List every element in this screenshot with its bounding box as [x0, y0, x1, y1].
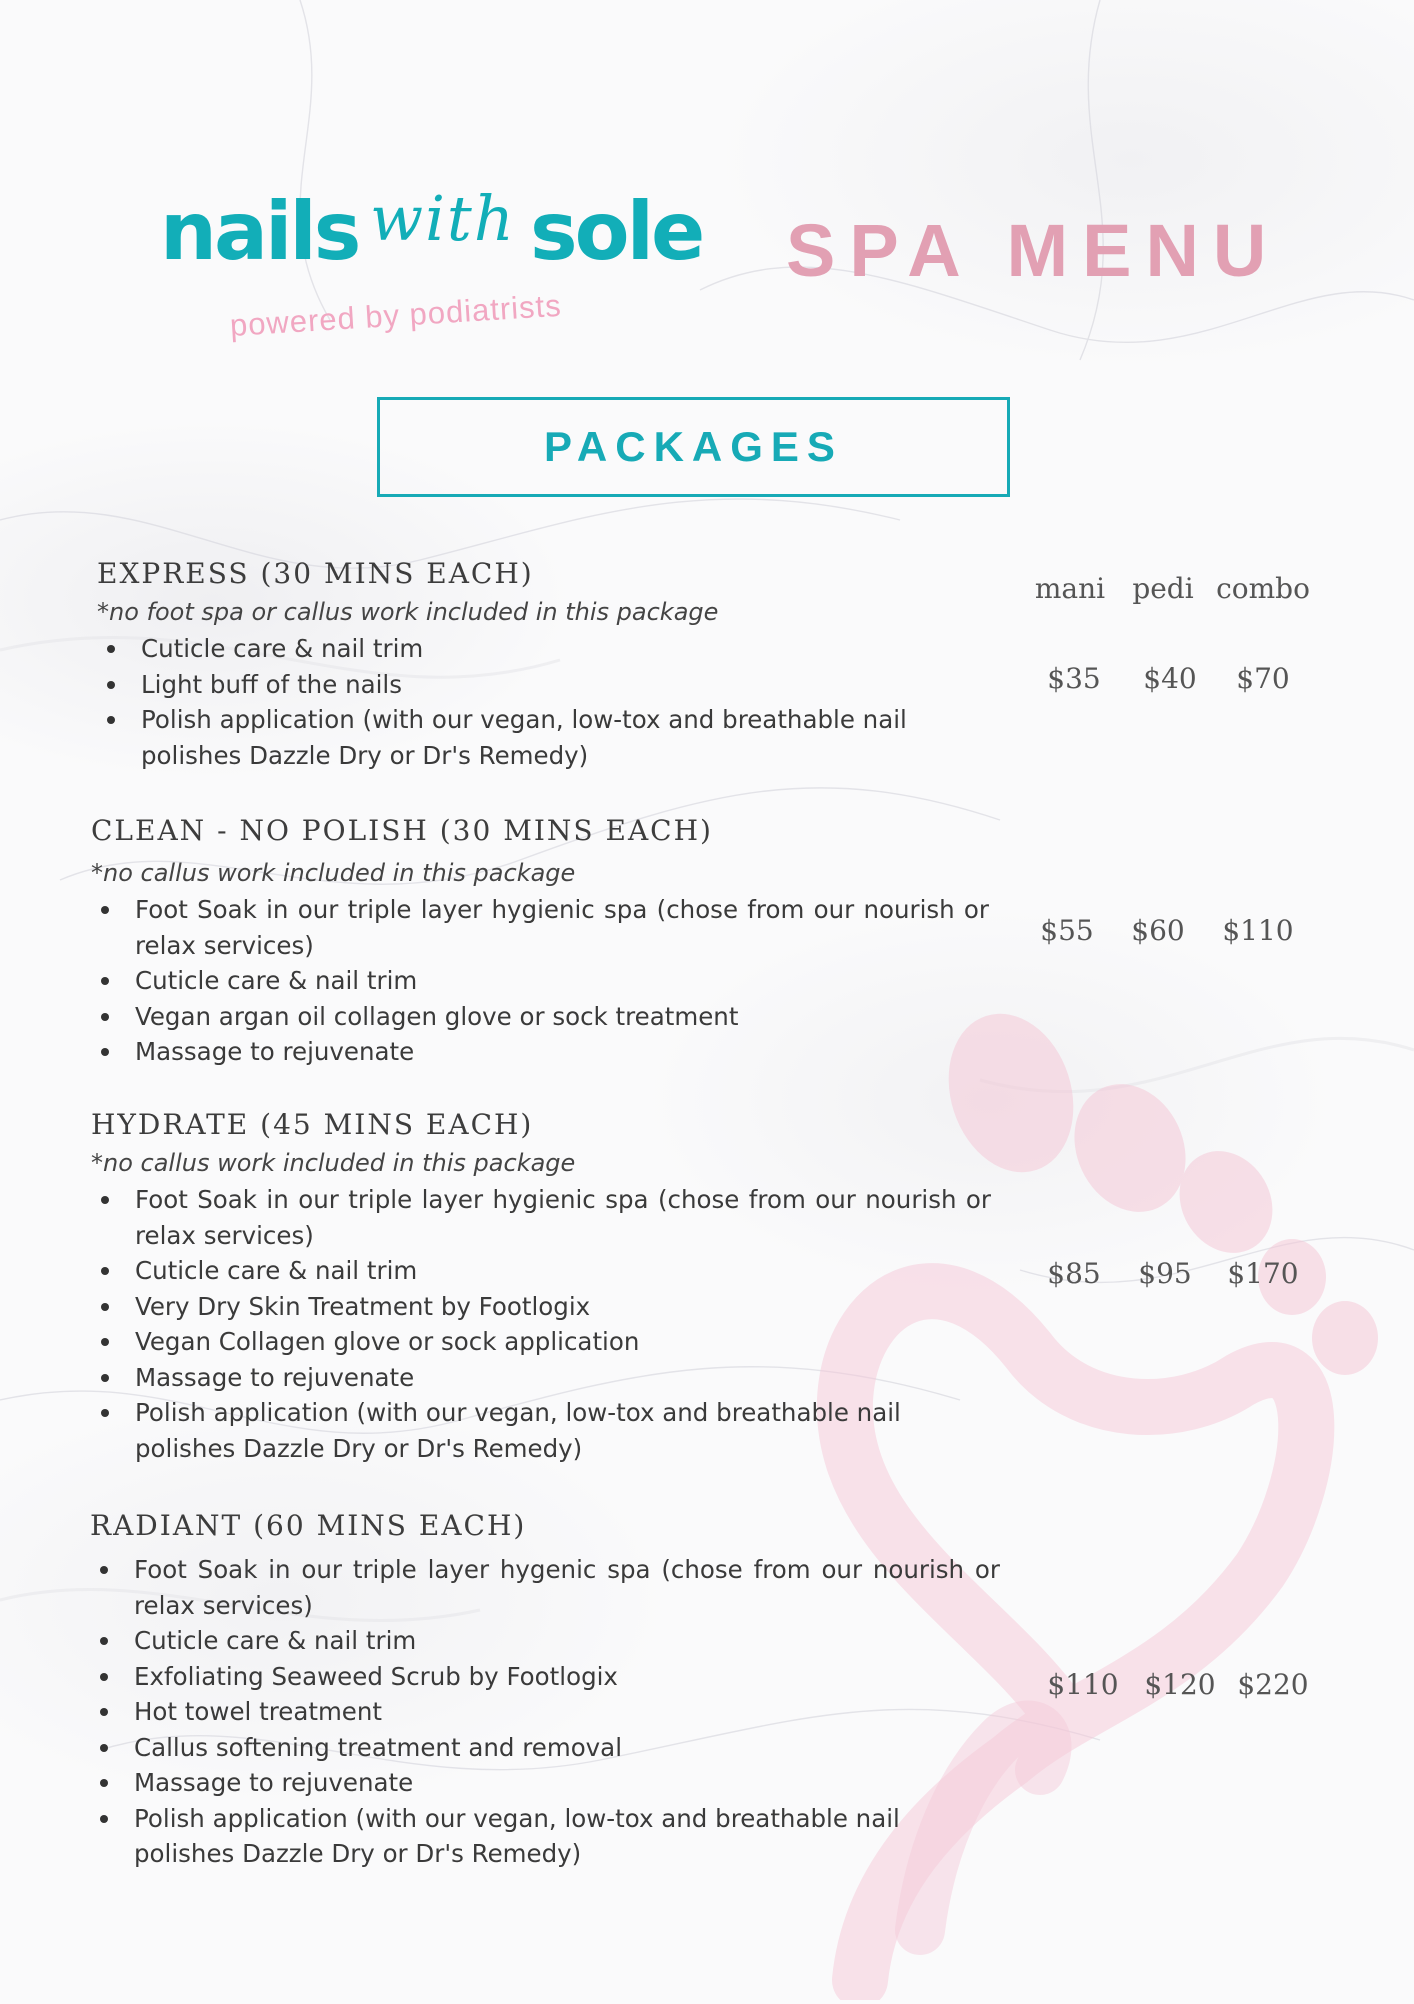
- logo-word-nails: nails: [160, 185, 359, 278]
- package-note: *no foot spa or callus work included in this package: [97, 598, 719, 626]
- package-clean: [91, 811, 1011, 1070]
- logo-tagline: powered by podiatrists: [228, 287, 563, 343]
- list-item: Foot Soak in our triple layer hygenic spa (chose from our nourish or relax services): [90, 1552, 1000, 1623]
- list-item: Callus softening treatment and removal: [90, 1730, 1000, 1766]
- list-item: Polish application (with our vegan, low-tox and breathable nail polishes Dazzle Dry or Dr's Remedy): [97, 702, 997, 773]
- price-pedi: $60: [1131, 914, 1185, 947]
- package-note: *no callus work included in this package: [91, 859, 576, 887]
- price-pedi: $40: [1143, 662, 1197, 695]
- list-item: Massage to rejuvenate: [90, 1765, 1000, 1801]
- list-item: Vegan Collagen glove or sock application: [91, 1324, 991, 1360]
- list-item: Cuticle care & nail trim: [91, 1253, 991, 1289]
- list-item: Massage to rejuvenate: [91, 1034, 989, 1070]
- price-row-express: [1000, 662, 1340, 702]
- list-item: Very Dry Skin Treatment by Footlogix: [91, 1289, 991, 1325]
- price-pedi: $95: [1138, 1257, 1192, 1290]
- list-item: Foot Soak in our triple layer hygienic spa (chose from our nourish or relax services): [91, 892, 989, 963]
- price-row-hydrate: [1000, 1257, 1340, 1297]
- package-radiant: [90, 1506, 1010, 1872]
- price-combo: $110: [1222, 914, 1294, 947]
- logo-word-sole: sole: [530, 185, 703, 278]
- spa-menu-title: SPA MENU: [786, 209, 1281, 292]
- list-item: Vegan argan oil collagen glove or sock treatment: [91, 999, 989, 1035]
- package-items: [97, 631, 997, 773]
- price-pedi: $120: [1144, 1668, 1216, 1701]
- price-mani: $85: [1047, 1257, 1101, 1290]
- price-combo: $70: [1236, 662, 1290, 695]
- package-title: HYDRATE (45 MINS EACH): [91, 1108, 534, 1141]
- price-combo: $170: [1227, 1257, 1299, 1290]
- package-items: [90, 1552, 1000, 1872]
- price-header-combo: combo: [1216, 572, 1310, 605]
- list-item: Exfoliating Seaweed Scrub by Footlogix: [90, 1659, 1000, 1695]
- packages-heading-box: [377, 397, 1010, 497]
- logo-word-with: with: [370, 182, 516, 255]
- price-row-clean: [1000, 914, 1340, 954]
- price-mani: $55: [1040, 914, 1094, 947]
- price-row-radiant: [1000, 1668, 1340, 1708]
- package-express: [97, 554, 1017, 773]
- price-mani: $35: [1047, 662, 1101, 695]
- price-column-headers: [1000, 572, 1340, 612]
- package-items: [91, 892, 989, 1070]
- price-mani: $110: [1047, 1668, 1119, 1701]
- list-item: Polish application (with our vegan, low-tox and breathable nail polishes Dazzle Dry or Dr's Remedy): [91, 1395, 991, 1466]
- list-item: Massage to rejuvenate: [91, 1360, 991, 1396]
- package-title: CLEAN - NO POLISH (30 MINS EACH): [91, 814, 713, 847]
- price-combo: $220: [1237, 1668, 1309, 1701]
- package-items: [91, 1182, 991, 1466]
- package-title: RADIANT (60 MINS EACH): [90, 1509, 527, 1542]
- list-item: Hot towel treatment: [90, 1694, 1000, 1730]
- package-title: EXPRESS (30 MINS EACH): [97, 557, 534, 590]
- list-item: Cuticle care & nail trim: [90, 1623, 1000, 1659]
- nails-with-sole-logo: [158, 140, 718, 370]
- price-header-mani: mani: [1034, 572, 1106, 605]
- package-note: *no callus work included in this package: [91, 1149, 576, 1177]
- list-item: Cuticle care & nail trim: [91, 963, 989, 999]
- list-item: Foot Soak in our triple layer hygienic spa (chose from our nourish or relax services): [91, 1182, 991, 1253]
- packages-heading: PACKAGES: [544, 423, 843, 470]
- package-hydrate: [91, 1105, 1011, 1466]
- list-item: Cuticle care & nail trim: [97, 631, 997, 667]
- price-header-pedi: pedi: [1132, 572, 1194, 605]
- list-item: Light buff of the nails: [97, 667, 997, 703]
- list-item: Polish application (with our vegan, low-tox and breathable nail polishes Dazzle Dry or Dr's Remedy): [90, 1801, 1000, 1872]
